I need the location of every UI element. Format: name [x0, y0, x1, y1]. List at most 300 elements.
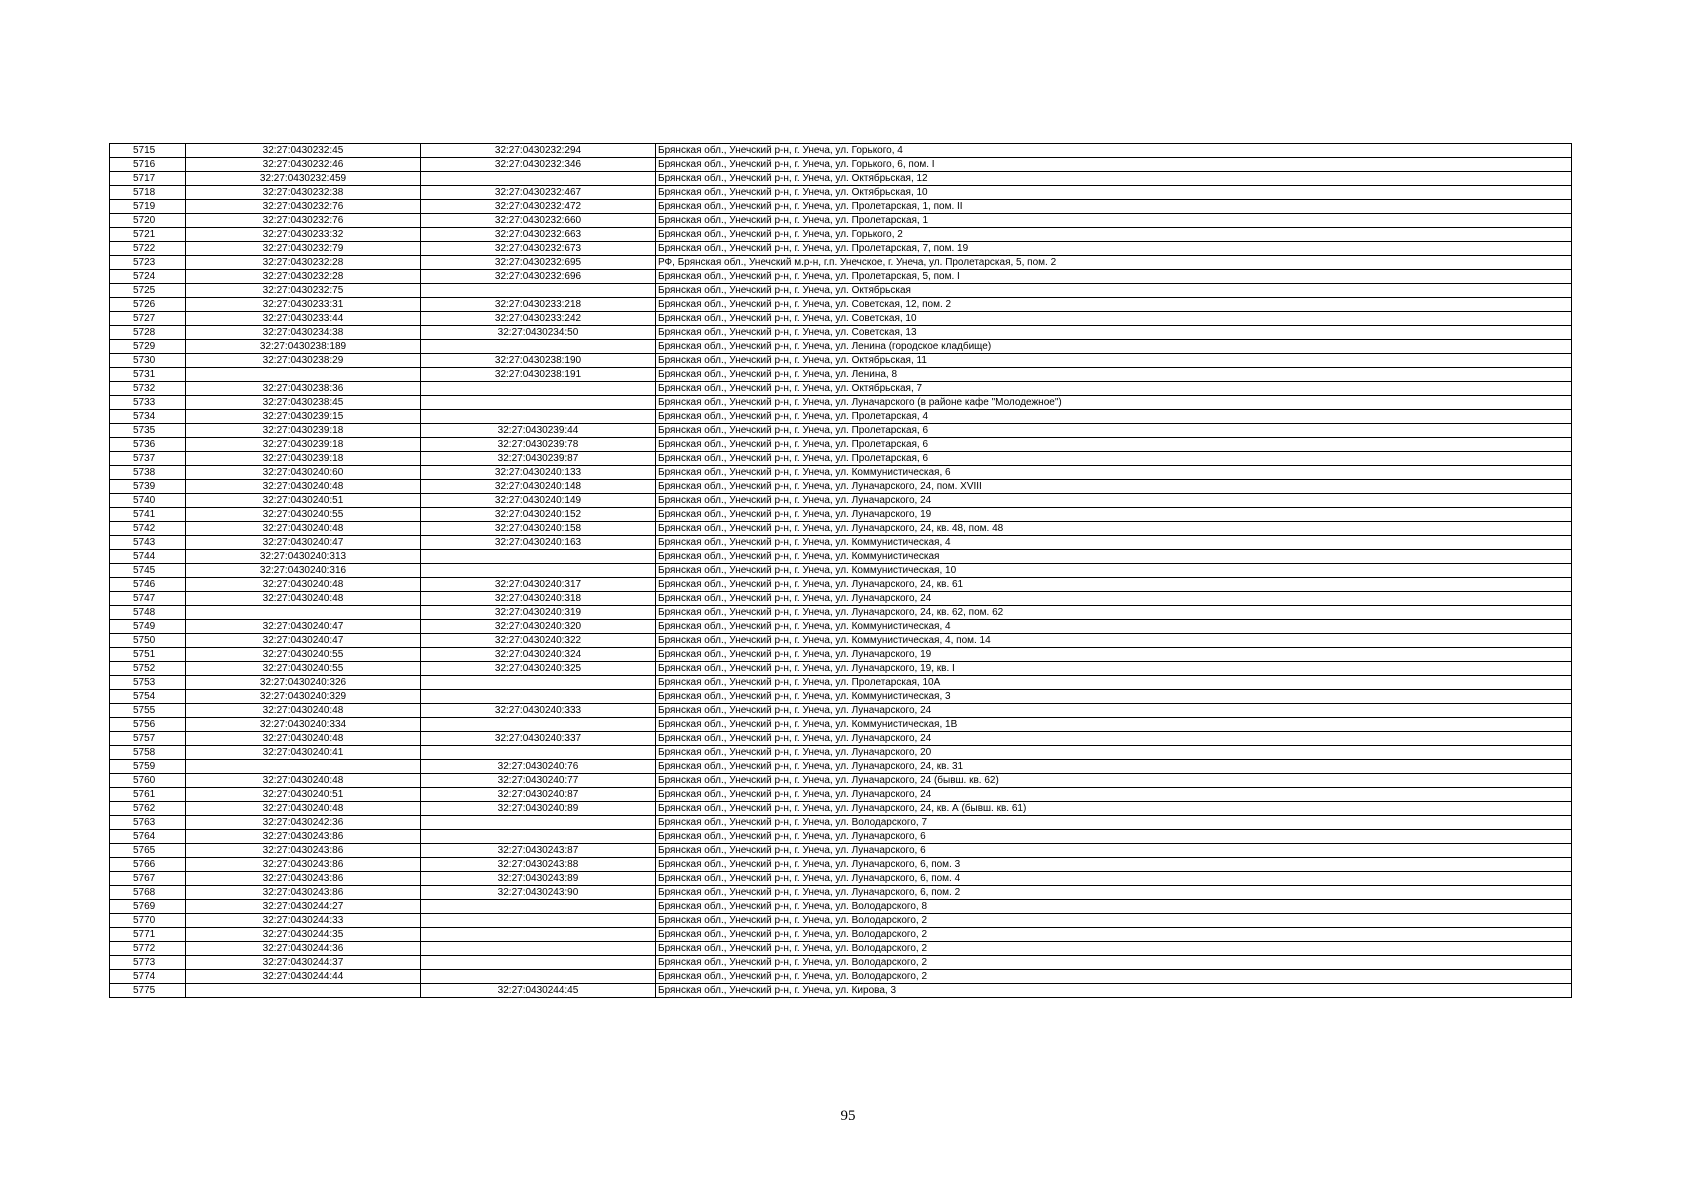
parcel-number-cell: 32:27:0430239:18: [186, 452, 421, 466]
address-cell: Брянская обл., Унечский р-н, г. Унеча, ул. Луначарского, 24: [656, 732, 1572, 746]
parcel-number-cell: [186, 606, 421, 620]
object-number-cell: [421, 690, 656, 704]
table-row: [110, 242, 1572, 256]
object-number-cell: 32:27:0430232:673: [421, 242, 656, 256]
parcel-number-cell: 32:27:0430238:29: [186, 354, 421, 368]
object-number-cell: 32:27:0430240:158: [421, 522, 656, 536]
table-row: [110, 312, 1572, 326]
table-row: [110, 382, 1572, 396]
table-row: [110, 788, 1572, 802]
object-number-cell: 32:27:0430240:322: [421, 634, 656, 648]
address-cell: Брянская обл., Унечский р-н, г. Унеча, ул. Луначарского, 24, кв. А (бывш. кв. 61): [656, 802, 1572, 816]
row-number-cell: 5720: [110, 214, 186, 228]
address-cell: РФ, Брянская обл., Унечский м.р-н, г.п. Унечское, г. Унеча, ул. Пролетарская, 5, пом. 2: [656, 256, 1572, 270]
parcel-number-cell: 32:27:0430232:459: [186, 172, 421, 186]
address-cell: Брянская обл., Унечский р-н, г. Унеча, ул. Коммунистическая, 1В: [656, 718, 1572, 732]
table-row: [110, 676, 1572, 690]
row-number-cell: 5748: [110, 606, 186, 620]
parcel-number-cell: 32:27:0430233:44: [186, 312, 421, 326]
parcel-number-cell: 32:27:0430244:27: [186, 900, 421, 914]
address-cell: Брянская обл., Унечский р-н, г. Унеча, ул. Луначарского, 19: [656, 508, 1572, 522]
table-row: [110, 578, 1572, 592]
table-row: [110, 662, 1572, 676]
row-number-cell: 5756: [110, 718, 186, 732]
parcel-number-cell: 32:27:0430244:44: [186, 970, 421, 984]
row-number-cell: 5771: [110, 928, 186, 942]
parcel-number-cell: 32:27:0430243:86: [186, 886, 421, 900]
address-cell: Брянская обл., Унечский р-н, г. Унеча, ул. Луначарского, 19, кв. I: [656, 662, 1572, 676]
table-row: [110, 186, 1572, 200]
row-number-cell: 5723: [110, 256, 186, 270]
address-cell: Брянская обл., Унечский р-н, г. Унеча, ул. Октябрьская, 11: [656, 354, 1572, 368]
object-number-cell: 32:27:0430234:50: [421, 326, 656, 340]
object-number-cell: [421, 172, 656, 186]
object-number-cell: 32:27:0430240:317: [421, 578, 656, 592]
address-cell: Брянская обл., Унечский р-н, г. Унеча, ул. Володарского, 2: [656, 970, 1572, 984]
row-number-cell: 5719: [110, 200, 186, 214]
address-cell: Брянская обл., Унечский р-н, г. Унеча, ул. Октябрьская, 7: [656, 382, 1572, 396]
object-number-cell: 32:27:0430243:90: [421, 886, 656, 900]
parcel-number-cell: 32:27:0430240:48: [186, 802, 421, 816]
parcel-number-cell: 32:27:0430240:48: [186, 592, 421, 606]
row-number-cell: 5715: [110, 144, 186, 158]
parcel-number-cell: 32:27:0430232:79: [186, 242, 421, 256]
object-number-cell: 32:27:0430240:337: [421, 732, 656, 746]
object-number-cell: 32:27:0430240:319: [421, 606, 656, 620]
parcel-number-cell: 32:27:0430240:48: [186, 704, 421, 718]
row-number-cell: 5770: [110, 914, 186, 928]
address-cell: Брянская обл., Унечский р-н, г. Унеча, ул. Луначарского, 6, пом. 2: [656, 886, 1572, 900]
row-number-cell: 5731: [110, 368, 186, 382]
table-row: [110, 452, 1572, 466]
table-row: [110, 340, 1572, 354]
table-row: [110, 368, 1572, 382]
page-number: 95: [840, 1108, 856, 1124]
row-number-cell: 5755: [110, 704, 186, 718]
object-number-cell: 32:27:0430240:163: [421, 536, 656, 550]
row-number-cell: 5752: [110, 662, 186, 676]
address-cell: Брянская обл., Унечский р-н, г. Унеча, ул. Пролетарская, 10А: [656, 676, 1572, 690]
parcel-number-cell: 32:27:0430240:316: [186, 564, 421, 578]
address-cell: Брянская обл., Унечский р-н, г. Унеча, ул. Луначарского, 6: [656, 830, 1572, 844]
table-row: [110, 326, 1572, 340]
parcel-number-cell: 32:27:0430244:35: [186, 928, 421, 942]
object-number-cell: [421, 914, 656, 928]
row-number-cell: 5772: [110, 942, 186, 956]
row-number-cell: 5742: [110, 522, 186, 536]
object-number-cell: 32:27:0430232:695: [421, 256, 656, 270]
parcel-number-cell: 32:27:0430232:38: [186, 186, 421, 200]
parcel-number-cell: 32:27:0430243:86: [186, 844, 421, 858]
object-number-cell: 32:27:0430240:149: [421, 494, 656, 508]
object-number-cell: [421, 676, 656, 690]
row-number-cell: 5739: [110, 480, 186, 494]
address-cell: Брянская обл., Унечский р-н, г. Унеча, ул. Октябрьская, 10: [656, 186, 1572, 200]
row-number-cell: 5721: [110, 228, 186, 242]
object-number-cell: 32:27:0430233:242: [421, 312, 656, 326]
table-row: [110, 284, 1572, 298]
object-number-cell: 32:27:0430240:87: [421, 788, 656, 802]
address-cell: Брянская обл., Унечский р-н, г. Унеча, ул. Октябрьская: [656, 284, 1572, 298]
parcel-number-cell: 32:27:0430242:36: [186, 816, 421, 830]
address-cell: Брянская обл., Унечский р-н, г. Унеча, ул. Пролетарская, 6: [656, 452, 1572, 466]
parcel-number-cell: 32:27:0430239:18: [186, 424, 421, 438]
address-cell: Брянская обл., Унечский р-н, г. Унеча, ул. Пролетарская, 4: [656, 410, 1572, 424]
parcel-number-cell: 32:27:0430240:326: [186, 676, 421, 690]
table-row: [110, 648, 1572, 662]
object-number-cell: 32:27:0430243:87: [421, 844, 656, 858]
object-number-cell: 32:27:0430232:346: [421, 158, 656, 172]
row-number-cell: 5733: [110, 396, 186, 410]
object-number-cell: [421, 340, 656, 354]
table-row: [110, 592, 1572, 606]
parcel-number-cell: 32:27:0430232:76: [186, 214, 421, 228]
object-number-cell: 32:27:0430240:133: [421, 466, 656, 480]
row-number-cell: 5728: [110, 326, 186, 340]
address-cell: Брянская обл., Унечский р-н, г. Унеча, ул. Луначарского, 24, кв. 31: [656, 760, 1572, 774]
address-cell: Брянская обл., Унечский р-н, г. Унеча, ул. Луначарского, 24: [656, 494, 1572, 508]
object-number-cell: [421, 970, 656, 984]
parcel-number-cell: 32:27:0430240:60: [186, 466, 421, 480]
table-row: [110, 760, 1572, 774]
address-cell: Брянская обл., Унечский р-н, г. Унеча, ул. Луначарского, 24 (бывш. кв. 62): [656, 774, 1572, 788]
row-number-cell: 5736: [110, 438, 186, 452]
row-number-cell: 5735: [110, 424, 186, 438]
row-number-cell: 5767: [110, 872, 186, 886]
row-number-cell: 5751: [110, 648, 186, 662]
address-cell: Брянская обл., Унечский р-н, г. Унеча, ул. Пролетарская, 7, пом. 19: [656, 242, 1572, 256]
object-number-cell: [421, 928, 656, 942]
object-number-cell: 32:27:0430240:152: [421, 508, 656, 522]
object-number-cell: [421, 830, 656, 844]
parcel-number-cell: 32:27:0430240:329: [186, 690, 421, 704]
address-cell: Брянская обл., Унечский р-н, г. Унеча, ул. Луначарского, 20: [656, 746, 1572, 760]
address-cell: Брянская обл., Унечский р-н, г. Унеча, ул. Луначарского, 24: [656, 788, 1572, 802]
table-row: [110, 438, 1572, 452]
address-cell: Брянская обл., Унечский р-н, г. Унеча, ул. Володарского, 8: [656, 900, 1572, 914]
parcel-number-cell: 32:27:0430238:189: [186, 340, 421, 354]
object-number-cell: [421, 718, 656, 732]
address-cell: Брянская обл., Унечский р-н, г. Унеча, ул. Горького, 2: [656, 228, 1572, 242]
row-number-cell: 5726: [110, 298, 186, 312]
address-cell: Брянская обл., Унечский р-н, г. Унеча, ул. Луначарского, 24, пом. XVIII: [656, 480, 1572, 494]
address-cell: Брянская обл., Унечский р-н, г. Унеча, ул. Володарского, 2: [656, 914, 1572, 928]
object-number-cell: 32:27:0430239:78: [421, 438, 656, 452]
parcel-number-cell: 32:27:0430243:86: [186, 858, 421, 872]
address-cell: Брянская обл., Унечский р-н, г. Унеча, ул. Октябрьская, 12: [656, 172, 1572, 186]
table-row: [110, 214, 1572, 228]
row-number-cell: 5727: [110, 312, 186, 326]
address-cell: Брянская обл., Унечский р-н, г. Унеча, ул. Луначарского, 6, пом. 4: [656, 872, 1572, 886]
object-number-cell: 32:27:0430240:320: [421, 620, 656, 634]
row-number-cell: 5754: [110, 690, 186, 704]
object-number-cell: 32:27:0430232:660: [421, 214, 656, 228]
row-number-cell: 5747: [110, 592, 186, 606]
table-row: [110, 256, 1572, 270]
address-cell: Брянская обл., Унечский р-н, г. Унеча, ул. Володарского, 2: [656, 956, 1572, 970]
table-row: [110, 802, 1572, 816]
object-number-cell: [421, 942, 656, 956]
object-number-cell: [421, 816, 656, 830]
row-number-cell: 5730: [110, 354, 186, 368]
row-number-cell: 5716: [110, 158, 186, 172]
parcel-number-cell: 32:27:0430240:47: [186, 536, 421, 550]
parcel-number-cell: 32:27:0430234:38: [186, 326, 421, 340]
table-row: [110, 620, 1572, 634]
table-row: [110, 774, 1572, 788]
address-cell: Брянская обл., Унечский р-н, г. Унеча, ул. Пролетарская, 6: [656, 438, 1572, 452]
object-number-cell: 32:27:0430240:89: [421, 802, 656, 816]
row-number-cell: 5746: [110, 578, 186, 592]
table-row: [110, 872, 1572, 886]
parcel-number-cell: 32:27:0430232:28: [186, 270, 421, 284]
row-number-cell: 5734: [110, 410, 186, 424]
parcel-number-cell: [186, 984, 421, 998]
table-row: [110, 844, 1572, 858]
address-cell: Брянская обл., Унечский р-н, г. Унеча, ул. Коммунистическая, 4: [656, 536, 1572, 550]
table-row: [110, 718, 1572, 732]
object-number-cell: 32:27:0430232:294: [421, 144, 656, 158]
row-number-cell: 5774: [110, 970, 186, 984]
parcel-number-cell: 32:27:0430233:31: [186, 298, 421, 312]
parcel-number-cell: 32:27:0430240:313: [186, 550, 421, 564]
table-row: [110, 858, 1572, 872]
table-row: [110, 690, 1572, 704]
parcel-number-cell: 32:27:0430238:36: [186, 382, 421, 396]
row-number-cell: 5729: [110, 340, 186, 354]
parcel-number-cell: 32:27:0430240:51: [186, 494, 421, 508]
table-row: [110, 354, 1572, 368]
table-row: [110, 704, 1572, 718]
row-number-cell: 5762: [110, 802, 186, 816]
address-cell: Брянская обл., Унечский р-н, г. Унеча, ул. Володарского, 2: [656, 928, 1572, 942]
address-cell: Брянская обл., Унечский р-н, г. Унеча, ул. Коммунистическая, 3: [656, 690, 1572, 704]
object-number-cell: 32:27:0430232:467: [421, 186, 656, 200]
object-number-cell: [421, 550, 656, 564]
object-number-cell: 32:27:0430232:696: [421, 270, 656, 284]
row-number-cell: 5737: [110, 452, 186, 466]
object-number-cell: 32:27:0430240:324: [421, 648, 656, 662]
table-row: [110, 410, 1572, 424]
address-cell: Брянская обл., Унечский р-н, г. Унеча, ул. Ленина, 8: [656, 368, 1572, 382]
parcel-number-cell: 32:27:0430239:18: [186, 438, 421, 452]
parcel-number-cell: 32:27:0430240:47: [186, 634, 421, 648]
object-number-cell: 32:27:0430243:88: [421, 858, 656, 872]
table-row: [110, 172, 1572, 186]
table-row: [110, 900, 1572, 914]
table-row: [110, 494, 1572, 508]
parcel-number-cell: 32:27:0430240:55: [186, 662, 421, 676]
parcel-number-cell: 32:27:0430240:51: [186, 788, 421, 802]
address-cell: Брянская обл., Унечский р-н, г. Унеча, ул. Луначарского, 24: [656, 592, 1572, 606]
table-row: [110, 564, 1572, 578]
row-number-cell: 5758: [110, 746, 186, 760]
table-row: [110, 480, 1572, 494]
table-row: [110, 466, 1572, 480]
table-row: [110, 536, 1572, 550]
table-row: [110, 228, 1572, 242]
row-number-cell: 5765: [110, 844, 186, 858]
address-cell: Брянская обл., Унечский р-н, г. Унеча, ул. Луначарского, 6: [656, 844, 1572, 858]
address-cell: Брянская обл., Унечский р-н, г. Унеча, ул. Пролетарская, 6: [656, 424, 1572, 438]
address-cell: Брянская обл., Унечский р-н, г. Унеча, ул. Пролетарская, 1, пом. II: [656, 200, 1572, 214]
parcel-number-cell: 32:27:0430240:48: [186, 774, 421, 788]
row-number-cell: 5773: [110, 956, 186, 970]
parcel-number-cell: 32:27:0430240:41: [186, 746, 421, 760]
object-number-cell: [421, 956, 656, 970]
row-number-cell: 5725: [110, 284, 186, 298]
object-number-cell: 32:27:0430232:472: [421, 200, 656, 214]
object-number-cell: 32:27:0430240:76: [421, 760, 656, 774]
object-number-cell: 32:27:0430238:191: [421, 368, 656, 382]
address-cell: Брянская обл., Унечский р-н, г. Унеча, ул. Советская, 10: [656, 312, 1572, 326]
parcel-number-cell: 32:27:0430233:32: [186, 228, 421, 242]
table-row: [110, 942, 1572, 956]
row-number-cell: 5749: [110, 620, 186, 634]
cadastral-table: [109, 143, 1572, 998]
parcel-number-cell: 32:27:0430239:15: [186, 410, 421, 424]
object-number-cell: 32:27:0430240:77: [421, 774, 656, 788]
parcel-number-cell: 32:27:0430240:334: [186, 718, 421, 732]
parcel-number-cell: 32:27:0430244:33: [186, 914, 421, 928]
object-number-cell: 32:27:0430244:45: [421, 984, 656, 998]
address-cell: Брянская обл., Унечский р-н, г. Унеча, ул. Ленина (городское кладбище): [656, 340, 1572, 354]
parcel-number-cell: 32:27:0430240:48: [186, 480, 421, 494]
address-cell: Брянская обл., Унечский р-н, г. Унеча, ул. Коммунистическая, 4: [656, 620, 1572, 634]
row-number-cell: 5764: [110, 830, 186, 844]
address-cell: Брянская обл., Унечский р-н, г. Унеча, ул. Луначарского, 24, кв. 61: [656, 578, 1572, 592]
object-number-cell: [421, 410, 656, 424]
object-number-cell: 32:27:0430233:218: [421, 298, 656, 312]
table-body: [110, 144, 1572, 998]
object-number-cell: [421, 284, 656, 298]
parcel-number-cell: 32:27:0430232:75: [186, 284, 421, 298]
parcel-number-cell: 32:27:0430238:45: [186, 396, 421, 410]
address-cell: Брянская обл., Унечский р-н, г. Унеча, ул. Коммунистическая, 4, пом. 14: [656, 634, 1572, 648]
table-row: [110, 914, 1572, 928]
address-cell: Брянская обл., Унечский р-н, г. Унеча, ул. Коммунистическая: [656, 550, 1572, 564]
parcel-number-cell: 32:27:0430240:48: [186, 522, 421, 536]
row-number-cell: 5759: [110, 760, 186, 774]
address-cell: Брянская обл., Унечский р-н, г. Унеча, ул. Горького, 4: [656, 144, 1572, 158]
parcel-number-cell: 32:27:0430244:37: [186, 956, 421, 970]
row-number-cell: 5743: [110, 536, 186, 550]
row-number-cell: 5763: [110, 816, 186, 830]
address-cell: Брянская обл., Унечский р-н, г. Унеча, ул. Кирова, 3: [656, 984, 1572, 998]
table-row: [110, 956, 1572, 970]
row-number-cell: 5722: [110, 242, 186, 256]
row-number-cell: 5753: [110, 676, 186, 690]
table-row: [110, 200, 1572, 214]
table-row: [110, 732, 1572, 746]
table-row: [110, 970, 1572, 984]
parcel-number-cell: 32:27:0430243:86: [186, 830, 421, 844]
object-number-cell: 32:27:0430240:318: [421, 592, 656, 606]
table-row: [110, 270, 1572, 284]
row-number-cell: 5717: [110, 172, 186, 186]
object-number-cell: 32:27:0430240:333: [421, 704, 656, 718]
object-number-cell: 32:27:0430240:325: [421, 662, 656, 676]
row-number-cell: 5738: [110, 466, 186, 480]
address-cell: Брянская обл., Унечский р-н, г. Унеча, ул. Володарского, 2: [656, 942, 1572, 956]
address-cell: Брянская обл., Унечский р-н, г. Унеча, ул. Советская, 13: [656, 326, 1572, 340]
parcel-number-cell: 32:27:0430232:45: [186, 144, 421, 158]
table-row: [110, 984, 1572, 998]
table-row: [110, 886, 1572, 900]
row-number-cell: 5775: [110, 984, 186, 998]
table-row: [110, 928, 1572, 942]
parcel-number-cell: 32:27:0430232:76: [186, 200, 421, 214]
parcel-number-cell: 32:27:0430240:55: [186, 648, 421, 662]
address-cell: Брянская обл., Унечский р-н, г. Унеча, ул. Луначарского, 24: [656, 704, 1572, 718]
table-row: [110, 746, 1572, 760]
address-cell: Брянская обл., Унечский р-н, г. Унеча, ул. Луначарского (в районе кафе "Молодежное"): [656, 396, 1572, 410]
table-row: [110, 158, 1572, 172]
address-cell: Брянская обл., Унечский р-н, г. Унеча, ул. Советская, 12, пом. 2: [656, 298, 1572, 312]
row-number-cell: 5768: [110, 886, 186, 900]
row-number-cell: 5732: [110, 382, 186, 396]
table-row: [110, 508, 1572, 522]
parcel-number-cell: 32:27:0430240:48: [186, 578, 421, 592]
address-cell: Брянская обл., Унечский р-н, г. Унеча, ул. Горького, 6, пом. I: [656, 158, 1572, 172]
row-number-cell: 5744: [110, 550, 186, 564]
object-number-cell: 32:27:0430239:44: [421, 424, 656, 438]
table-row: [110, 550, 1572, 564]
parcel-number-cell: [186, 760, 421, 774]
address-cell: Брянская обл., Унечский р-н, г. Унеча, ул. Луначарского, 24, кв. 62, пом. 62: [656, 606, 1572, 620]
table-row: [110, 522, 1572, 536]
object-number-cell: [421, 396, 656, 410]
row-number-cell: 5745: [110, 564, 186, 578]
parcel-number-cell: 32:27:0430243:86: [186, 872, 421, 886]
address-cell: Брянская обл., Унечский р-н, г. Унеча, ул. Луначарского, 24, кв. 48, пом. 48: [656, 522, 1572, 536]
row-number-cell: 5741: [110, 508, 186, 522]
object-number-cell: [421, 564, 656, 578]
parcel-number-cell: 32:27:0430240:55: [186, 508, 421, 522]
address-cell: Брянская обл., Унечский р-н, г. Унеча, ул. Пролетарская, 5, пом. I: [656, 270, 1572, 284]
object-number-cell: 32:27:0430243:89: [421, 872, 656, 886]
table-row: [110, 424, 1572, 438]
parcel-number-cell: 32:27:0430232:28: [186, 256, 421, 270]
object-number-cell: [421, 900, 656, 914]
parcel-number-cell: 32:27:0430240:48: [186, 732, 421, 746]
parcel-number-cell: 32:27:0430240:47: [186, 620, 421, 634]
address-cell: Брянская обл., Унечский р-н, г. Унеча, ул. Коммунистическая, 10: [656, 564, 1572, 578]
object-number-cell: [421, 382, 656, 396]
object-number-cell: [421, 746, 656, 760]
object-number-cell: 32:27:0430238:190: [421, 354, 656, 368]
table-row: [110, 396, 1572, 410]
parcel-number-cell: [186, 368, 421, 382]
address-cell: Брянская обл., Унечский р-н, г. Унеча, ул. Володарского, 7: [656, 816, 1572, 830]
row-number-cell: 5718: [110, 186, 186, 200]
address-cell: Брянская обл., Унечский р-н, г. Унеча, ул. Луначарского, 6, пом. 3: [656, 858, 1572, 872]
table-row: [110, 298, 1572, 312]
row-number-cell: 5761: [110, 788, 186, 802]
object-number-cell: 32:27:0430232:663: [421, 228, 656, 242]
table-row: [110, 830, 1572, 844]
row-number-cell: 5769: [110, 900, 186, 914]
object-number-cell: 32:27:0430240:148: [421, 480, 656, 494]
row-number-cell: 5750: [110, 634, 186, 648]
row-number-cell: 5757: [110, 732, 186, 746]
table-row: [110, 634, 1572, 648]
object-number-cell: 32:27:0430239:87: [421, 452, 656, 466]
address-cell: Брянская обл., Унечский р-н, г. Унеча, ул. Пролетарская, 1: [656, 214, 1572, 228]
table-row: [110, 816, 1572, 830]
row-number-cell: 5760: [110, 774, 186, 788]
address-cell: Брянская обл., Унечский р-н, г. Унеча, ул. Луначарского, 19: [656, 648, 1572, 662]
